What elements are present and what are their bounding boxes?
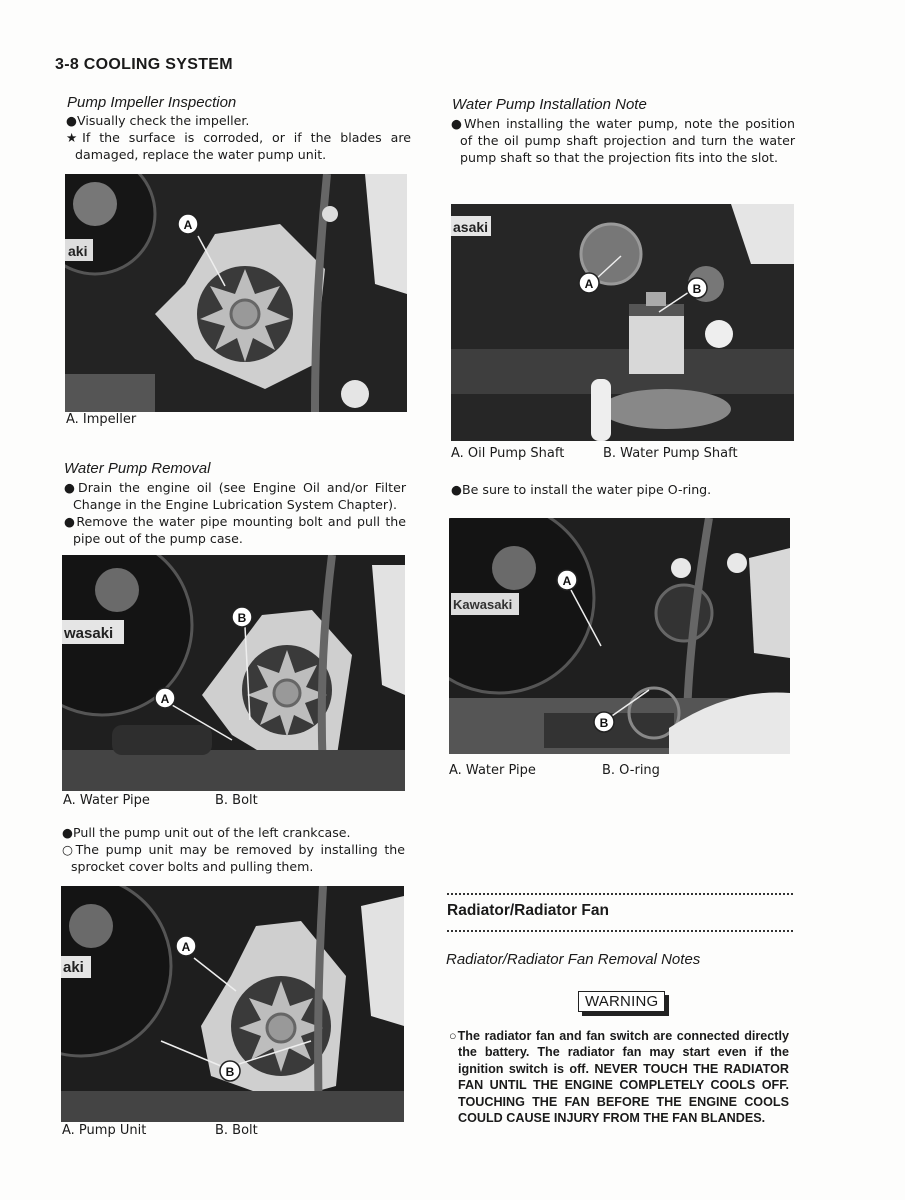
- step-text: ●Visually check the impeller.: [66, 113, 250, 128]
- svg-text:A: A: [183, 218, 193, 232]
- impeller-inspection-steps: [66, 112, 411, 163]
- o-ring-step: [451, 481, 795, 498]
- pump-unit-caption: A. Pump Unit: [62, 1123, 147, 1138]
- step-text: ●Be sure to install the water pipe O-ring.: [451, 482, 712, 497]
- radiator-removal-notes-heading: Radiator/Radiator Fan Removal Notes: [446, 951, 701, 968]
- oil-pump-shaft-caption: A. Oil Pump Shaft: [451, 446, 565, 461]
- pump-shaft-photo: [451, 204, 794, 441]
- warning-paragraph: ○The radiator fan and fan switch are connected directly the battery. The radiator fan may start even if the ignition switch is off. NEVER TOUCH THE RADIATOR FAN UNTIL THE ENGINE COMPLETELY COOLS OFF. TOUCHING THE FAN BEFORE THE ENGINE COOLS COULD CAUSE INJURY FROM THE FAN BLANDES.: [449, 1029, 789, 1126]
- warning-label: WARNING: [578, 991, 665, 1012]
- svg-text:A: A: [181, 940, 191, 954]
- svg-text:asaki: asaki: [453, 219, 489, 235]
- o-ring-caption: B. O-ring: [602, 763, 660, 778]
- impeller-photo: [65, 174, 407, 412]
- installation-note-steps: [451, 115, 795, 166]
- svg-text:A: A: [562, 574, 572, 588]
- step-text: ●Drain the engine oil (see Engine Oil and/or Filter Change in the Engine Lubrication System Chapter).: [64, 480, 406, 512]
- svg-text:aki: aki: [63, 959, 84, 976]
- bolt-caption: B. Bolt: [215, 1123, 258, 1138]
- svg-text:B: B: [599, 716, 609, 730]
- bolt-caption: B. Bolt: [215, 793, 258, 808]
- svg-text:A: A: [160, 692, 170, 706]
- svg-text:B: B: [237, 611, 247, 625]
- installation-note-heading: Water Pump Installation Note: [452, 96, 647, 113]
- svg-text:B: B: [225, 1065, 235, 1079]
- step-text: ●When installing the water pump, note the position of the oil pump shaft projection and turn the water pump shaft so that the projection fits into the slot.: [451, 116, 795, 165]
- svg-text:wasaki: wasaki: [64, 625, 114, 642]
- water-pipe-caption: A. Water Pipe: [449, 763, 536, 778]
- impeller-inspection-heading: Pump Impeller Inspection: [67, 94, 237, 111]
- pump-unit-photo: [61, 886, 404, 1122]
- water-pipe-oring-photo: [449, 518, 790, 754]
- water-pump-removal-heading: Water Pump Removal: [64, 460, 211, 477]
- pump-unit-removal-steps: [62, 824, 405, 875]
- warning-text: [449, 1028, 789, 1126]
- impeller-caption: A. Impeller: [66, 412, 137, 427]
- water-pump-removal-steps: [64, 479, 406, 547]
- step-text: ●Remove the water pipe mounting bolt and pull the pipe out of the pump case.: [64, 514, 406, 546]
- section-divider-bottom: [447, 930, 793, 932]
- svg-text:aki: aki: [68, 243, 88, 259]
- step-text: ○The pump unit may be removed by installing the sprocket cover bolts and pulling them.: [62, 842, 405, 874]
- page-header: 3-8 COOLING SYSTEM: [55, 56, 233, 73]
- section-divider-top: [447, 893, 793, 895]
- water-pump-shaft-caption: B. Water Pump Shaft: [603, 446, 738, 461]
- step-text: ●Pull the pump unit out of the left crankcase.: [62, 825, 351, 840]
- svg-text:B: B: [692, 282, 702, 296]
- water-pipe-bolt-photo: [62, 555, 405, 791]
- radiator-section-title: Radiator/Radiator Fan: [447, 902, 609, 919]
- svg-text:A: A: [584, 277, 594, 291]
- water-pipe-caption: A. Water Pipe: [63, 793, 150, 808]
- step-text: ★If the surface is corroded, or if the blades are damaged, replace the water pump unit.: [66, 130, 411, 162]
- svg-text:Kawasaki: Kawasaki: [453, 597, 513, 612]
